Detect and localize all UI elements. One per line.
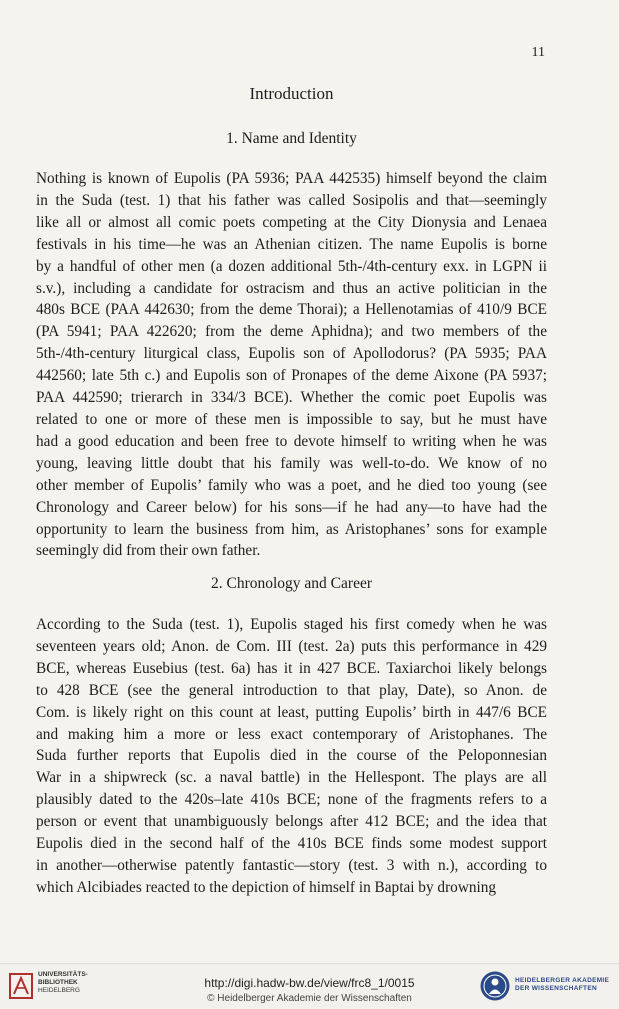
text-line: young, leaving little doubt that his family was well-to-do. We know of no bbox=[36, 454, 547, 472]
page-number: 11 bbox=[531, 45, 545, 60]
library-label: UNIVERSITÄTS- BIBLIOTHEK HEIDELBERG bbox=[38, 971, 88, 994]
text-line: had a good education and been free to devote himself to writing when he was bbox=[36, 432, 547, 450]
text-line: like all or almost all comic poets competing at the City Dionysia and Lenaea bbox=[36, 213, 547, 231]
section-heading-name-identity: 1. Name and Identity bbox=[226, 130, 357, 147]
footer-bar bbox=[0, 963, 619, 1009]
text-line: Nothing is known of Eupolis (PA 5936; PAA 442535) himself beyond the claim bbox=[36, 170, 547, 187]
text-line: which Alcibiades reacted to the depiction of himself in Baptai by drowning bbox=[36, 878, 497, 896]
text-line: Suda further reports that Eupolis died in the course of the Peloponnesian bbox=[36, 747, 547, 765]
text-line: s.v.), including a candidate for ostracism and thus an active politician in the bbox=[36, 279, 547, 297]
text-line: in the Suda (test. 1) that his father was called Sosipolis and that—seemingly bbox=[36, 191, 547, 209]
section-heading-chronology: 2. Chronology and Career bbox=[211, 575, 372, 592]
text-line: in another—otherwise patently fantastic—story (test. 3 with n.), according to bbox=[36, 856, 547, 874]
permalink-url[interactable]: http://digi.hadw-bw.de/view/frc8_1/0015 bbox=[204, 976, 415, 990]
text-line: Chronology and Career below) for his sons—if he had any—to have had the bbox=[36, 498, 547, 516]
text-line: to 428 BCE (see the general introduction to that play, Date), so Anon. de bbox=[36, 681, 547, 699]
text-line: plausibly dated to the 420s–late 410s BCE; none of the fragments refers to a bbox=[36, 791, 547, 809]
text-line: 5th-/4th-century liturgical class, Eupolis son of Apollodorus? (PA 5935; PAA bbox=[36, 345, 547, 363]
copyright-notice: © Heidelberger Akademie der Wissenschaften bbox=[207, 993, 412, 1004]
text-line: and making him a more or less exact contemporary of Aristophanes. The bbox=[36, 725, 547, 743]
text-line: seemingly did from their own father. bbox=[36, 542, 261, 560]
text-line: War in a shipwreck (sc. a naval battle) in the Hellespont. The plays are all bbox=[36, 769, 547, 787]
academy-label: HEIDELBERGER AKADEMIE DER WISSENSCHAFTEN bbox=[515, 977, 610, 992]
text-line: other member of Eupolis’ family who was a poet, and he died too young (see bbox=[36, 476, 547, 494]
text-line: 480s BCE (PAA 442630; from the deme Thorai); a Hellenotamias of 410/9 BCE bbox=[36, 301, 547, 319]
text-line: 442560; late 5th c.) and Eupolis son of Pronapes of the deme Aixone (PA 5937; bbox=[36, 367, 547, 385]
text-line: PAA 442590; trierarch in 334/3 BCE). Whether the comic poet Eupolis was bbox=[36, 389, 547, 407]
text-line: According to the Suda (test. 1), Eupolis staged his first comedy when he was bbox=[36, 616, 547, 633]
text-line: person or event that unambiguously belongs after 412 BCE; and the idea that bbox=[36, 813, 547, 831]
academy-seal-icon bbox=[479, 970, 511, 1002]
text-line: Eupolis died in the second half of the 410s BCE finds some modest support bbox=[36, 835, 547, 853]
text-line: opportunity to learn the business from him, as Aristophanes’ sons for example bbox=[36, 520, 547, 538]
text-line: seventeen years old; Anon. de Com. III (test. 2a) puts this performance in 429 bbox=[36, 637, 547, 655]
page-title: Introduction bbox=[249, 84, 334, 103]
text-line: (PA 5941; PAA 422620; from the deme Aphidna); and two members of the bbox=[36, 323, 547, 341]
paragraph-name-identity bbox=[36, 168, 547, 562]
text-line: Com. is likely right on this count at least, putting Eupolis’ birth in 447/6 BCE bbox=[36, 703, 547, 721]
text-line: by a handful of other men (a dozen additional 5th-/4th-century exx. in LGPN ii bbox=[36, 257, 547, 275]
text-line: festivals in his time—he was an Athenian citizen. The name Eupolis is borne bbox=[36, 235, 547, 253]
paragraph-chronology bbox=[36, 614, 547, 899]
text-line: BCE, whereas Eusebius (test. 6a) has it in 427 BCE. Taxiarchoi likely belongs bbox=[36, 659, 547, 677]
text-line: related to one or more of these men is impossible to say, but he must have bbox=[36, 410, 547, 428]
